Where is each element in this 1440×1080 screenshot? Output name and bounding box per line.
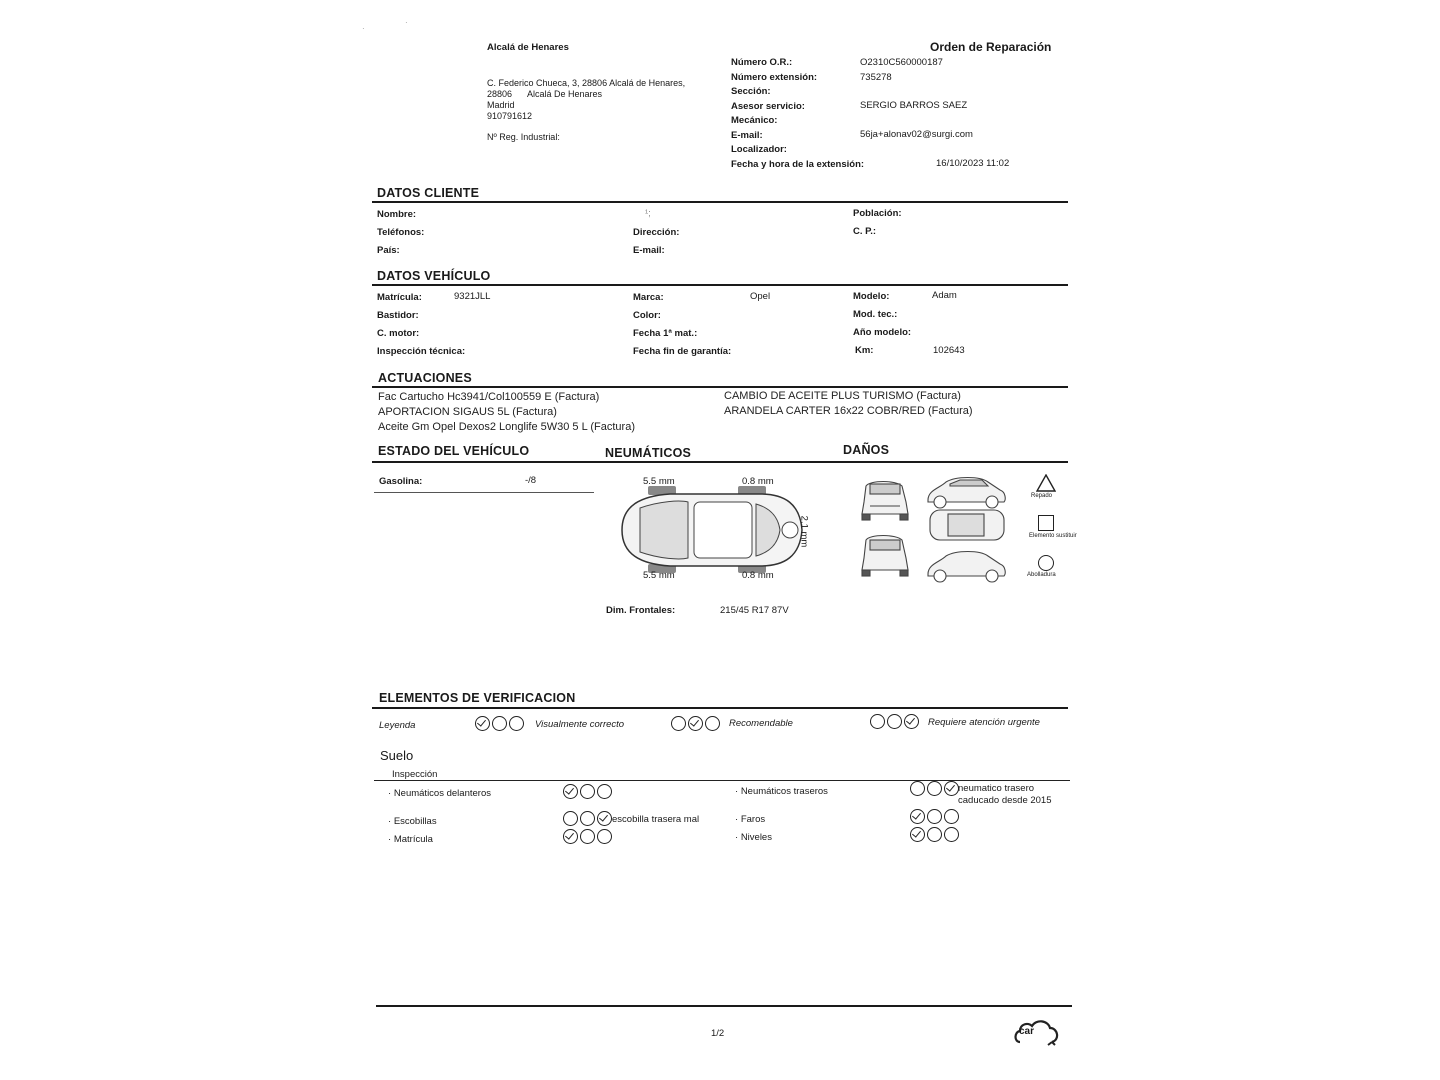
front-dimensions-value: 215/45 R17 87V [720, 605, 789, 616]
car-front-view [862, 482, 908, 521]
company-town: Alcalá De Henares [527, 89, 603, 99]
company-reg: Nº Reg. Industrial: [487, 132, 560, 142]
company-address: C. Federico Chueca, 3, 28806 Alcalá de Henares, [487, 78, 686, 88]
check-plate: · Matrícula [388, 834, 433, 845]
action-item: Fac Cartucho Hc3941/Col100559 E (Factura) [378, 391, 600, 403]
car-side-view [928, 478, 1005, 509]
client-phones-label: Teléfonos: [377, 227, 425, 238]
extension-value: 735278 [860, 72, 892, 83]
locator-label: Localizador: [731, 144, 787, 155]
company-phone: 910791612 [487, 111, 533, 121]
action-item: Aceite Gm Opel Dexos2 Longlife 5W30 5 L (Factura) [378, 421, 635, 433]
client-country-label: País: [377, 245, 400, 256]
legend-recommended-circles [671, 716, 720, 731]
divider [372, 201, 1068, 203]
extension-label: Número extensión: [731, 72, 818, 83]
check-front-tyres: · Neumáticos delanteros [388, 788, 491, 799]
check-wipers-note: escobilla trasera mal [612, 814, 700, 825]
client-cp-label: C. P.: [853, 226, 877, 237]
check-wipers-status [563, 811, 612, 826]
km-label: Km: [855, 345, 874, 356]
footer-divider [376, 1005, 1072, 1007]
color-label: Color: [633, 310, 661, 321]
divider [372, 386, 1068, 388]
fuel-value: -/8 [525, 475, 537, 486]
check-label: Niveles [740, 832, 772, 843]
tyre-front-right: 0.8 mm [742, 476, 774, 487]
vehicle-state-title: ESTADO DEL VEHÍCULO [378, 444, 530, 458]
plate-label: Matrícula: [377, 292, 422, 303]
section-label: Sección: [731, 86, 771, 97]
tyre-spare: 2.1 mm [798, 515, 810, 548]
square-icon [1038, 515, 1054, 531]
brand-value: Opel [750, 291, 771, 302]
order-number-label: Número O.R.: [731, 57, 793, 68]
car-rear-view [862, 536, 908, 577]
check-rear-tyres: · Neumáticos traseros [735, 786, 828, 797]
check-label: Escobillas [393, 816, 437, 827]
verification-title: ELEMENTOS DE VERIFICACION [379, 691, 576, 705]
check-label: Neumáticos delanteros [393, 788, 491, 799]
km-value: 102643 [933, 345, 965, 356]
email-label: E-mail: [731, 130, 763, 141]
check-wipers: · Escobillas [388, 816, 437, 827]
company-postcode: 28806 [487, 89, 513, 99]
order-title: Orden de Reparación [930, 40, 1052, 54]
fuel-label: Gasolina: [379, 476, 423, 487]
action-item: ARANDELA CARTER 16x22 COBR/RED (Factura) [724, 405, 973, 417]
group-title: Suelo [380, 748, 414, 763]
advisor-value: SERGIO BARROS SAEZ [860, 100, 968, 111]
extension-date-label: Fecha y hora de la extensión: [731, 159, 865, 170]
check-label: Faros [740, 814, 766, 825]
scan-mark: · [405, 18, 408, 27]
check-rear-tyres-note: neumatico trasero [958, 783, 1035, 794]
order-number-value: O2310C560000187 [860, 57, 943, 68]
legend-ok-circles [475, 716, 524, 731]
warranty-end-label: Fecha fin de garantía: [633, 346, 732, 357]
model-value: Adam [932, 290, 957, 301]
check-front-tyres-status [563, 784, 612, 799]
legend-recommended-text: Recomendable [729, 718, 793, 729]
extension-date-value: 16/10/2023 11:02 [936, 158, 1010, 169]
check-levels-status [910, 827, 959, 842]
client-name-value: ¹; [645, 208, 651, 219]
legend-urgent-text: Requiere atención urgente [928, 717, 1040, 728]
scan-mark: · [362, 24, 365, 33]
page-number: 1/2 [711, 1028, 725, 1039]
damages-title: DAÑOS [843, 443, 890, 457]
divider [372, 461, 1068, 463]
plate-value: 9321JLL [454, 291, 491, 302]
tyre-rear-right: 0.8 mm [742, 570, 774, 581]
tyre-rear-left: 5.5 mm [643, 570, 675, 581]
check-lights: · Faros [735, 814, 766, 825]
check-lights-status [910, 809, 959, 824]
action-item: APORTACION SIGAUS 5L (Factura) [378, 406, 557, 418]
divider [374, 780, 1070, 781]
legend-replace: Elemento sustituir [1029, 533, 1077, 539]
client-address-label: Dirección: [633, 227, 680, 238]
advisor-label: Asesor servicio: [731, 101, 805, 112]
tyre-front-left: 5.5 mm [643, 476, 675, 487]
legend-urgent-circles [870, 714, 919, 729]
actions-section-title: ACTUACIONES [378, 371, 472, 385]
legend-dent: Abolladura [1027, 572, 1056, 578]
car-side-view-2 [928, 552, 1005, 583]
divider [372, 707, 1068, 709]
check-label: Matrícula [393, 834, 433, 845]
check-rear-tyres-note-2: caducado desde 2015 [958, 795, 1052, 806]
first-registration-label: Fecha 1ª mat.: [633, 328, 698, 339]
engine-code-label: C. motor: [377, 328, 420, 339]
fuel-row-line [374, 492, 594, 493]
legend-ok-text: Visualmente correcto [535, 719, 625, 730]
damage-car-views [856, 472, 1016, 584]
vehicle-section-title: DATOS VEHÍCULO [377, 269, 491, 283]
car-top-view-diagram [610, 486, 810, 576]
check-levels: · Niveles [735, 832, 772, 843]
circle-icon [1038, 555, 1054, 571]
company-city: Madrid [487, 100, 515, 110]
client-town-label: Población: [853, 208, 902, 219]
subgroup-title: Inspección [392, 769, 438, 780]
client-name-label: Nombre: [377, 209, 417, 220]
brand-logo-text: car [1019, 1026, 1035, 1037]
front-dimensions-label: Dim. Frontales: [606, 605, 676, 616]
mechanic-label: Mecánico: [731, 115, 778, 126]
email-value: 56ja+alonav02@surgi.com [860, 129, 973, 140]
client-email-label: E-mail: [633, 245, 665, 256]
legend-scratch: Repado [1031, 493, 1053, 499]
vin-label: Bastidor: [377, 310, 419, 321]
model-year-label: Año modelo: [853, 327, 912, 338]
client-section-title: DATOS CLIENTE [377, 186, 480, 200]
brand-label: Marca: [633, 292, 664, 303]
check-rear-tyres-status [910, 781, 959, 796]
car-roof-view [930, 510, 1004, 540]
divider [372, 284, 1068, 286]
action-item: CAMBIO DE ACEITE PLUS TURISMO (Factura) [724, 390, 961, 402]
inspection-label: Inspección técnica: [377, 346, 466, 357]
model-label: Modelo: [853, 291, 890, 302]
legend-label: Leyenda [379, 720, 416, 731]
mod-tec-label: Mod. tec.: [853, 309, 898, 320]
check-label: Neumáticos traseros [740, 786, 828, 797]
triangle-icon [1036, 474, 1056, 492]
tyres-title: NEUMÁTICOS [605, 446, 692, 460]
company-name: Alcalá de Henares [487, 42, 569, 53]
check-plate-status [563, 829, 612, 844]
